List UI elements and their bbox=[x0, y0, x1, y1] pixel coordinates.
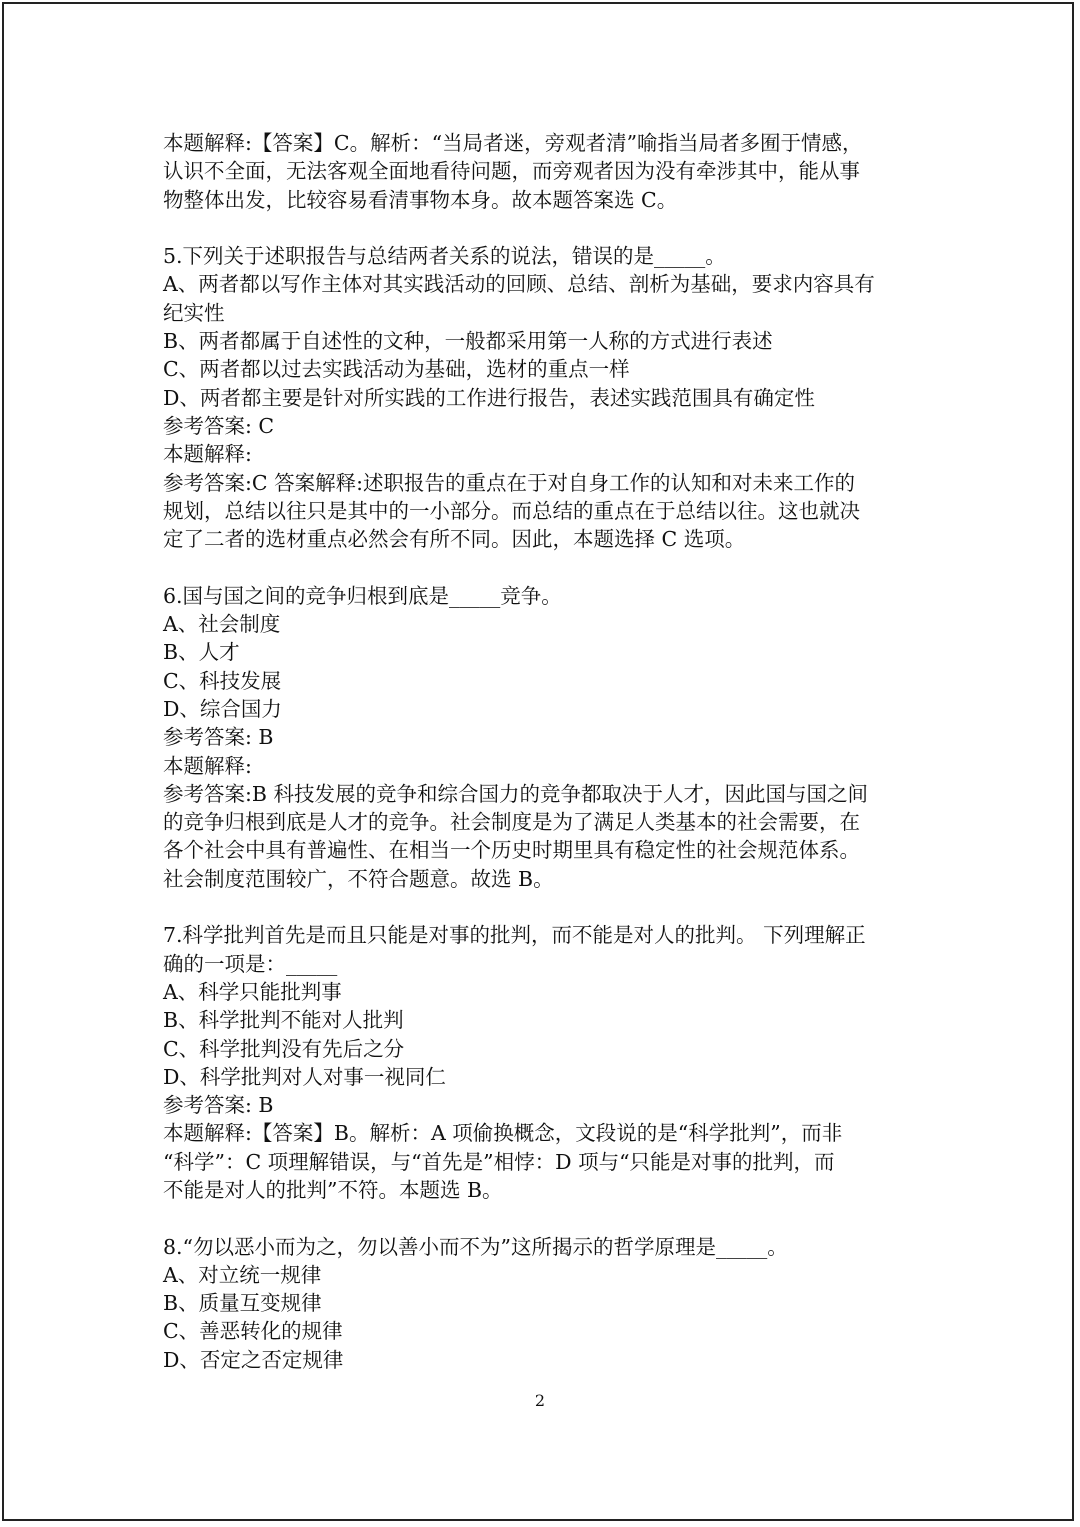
explanation-line: 参考答案:B 科技发展的竞争和综合国力的竞争都取决于人才，因此国与国之间 bbox=[163, 781, 868, 806]
explanation-line: 社会制度范围较广，不符合题意。故选 B。 bbox=[163, 866, 554, 891]
explanation-line: 定了二者的选材重点必然会有所不同。因此，本题选择 C 选项。 bbox=[163, 527, 746, 552]
explanation-line: 认识不全面，无法客观全面地看待问题，而旁观者因为没有牵涉其中，能从事 bbox=[163, 159, 860, 184]
explanation-line: 本题解释:【答案】B。解析：A 项偷换概念，文段说的是“科学批判”，而非 bbox=[163, 1121, 843, 1146]
explanation-line: 的竞争归根到底是人才的竞争。社会制度是为了满足人类基本的社会需要，在 bbox=[163, 810, 860, 835]
option-a: A、科学只能批判事 bbox=[163, 979, 342, 1004]
question-text: 7.科学批判首先是而且只能是对事的批判，而不能是对人的批判。 下列理解正 bbox=[163, 923, 866, 948]
option-c: C、科技发展 bbox=[163, 668, 282, 693]
explanation-line: 不能是对人的批判”不符。本题选 B。 bbox=[163, 1177, 503, 1202]
option-d: D、科学批判对人对事一视同仁 bbox=[163, 1064, 446, 1089]
explanation-line: 物整体出发，比较容易看清事物本身。故本题答案选 C。 bbox=[163, 187, 678, 212]
question-6 bbox=[163, 582, 921, 893]
spacer bbox=[163, 893, 921, 921]
explanation-line: 本题解释:【答案】C。解析：“当局者迷，旁观者清”喻指当局者多囿于情感， bbox=[163, 131, 863, 155]
explanation-line: 参考答案:C 答案解释:述职报告的重点在于对自身工作的认知和对未来工作的 bbox=[163, 470, 856, 495]
answer: 参考答案: B bbox=[163, 725, 274, 750]
answer: 参考答案: B bbox=[163, 1093, 274, 1118]
option-d: D、否定之否定规律 bbox=[163, 1347, 344, 1372]
option-b: B、两者都属于自述性的文种，一般都采用第一人称的方式进行表述 bbox=[163, 329, 773, 354]
option-a-continued: 纪实性 bbox=[163, 300, 225, 325]
explanation-label: 本题解释: bbox=[163, 442, 252, 467]
question-5 bbox=[163, 242, 921, 553]
question-7 bbox=[163, 921, 921, 1204]
explanation-label: 本题解释: bbox=[163, 753, 252, 778]
question-text: 5.下列关于述职报告与总结两者关系的说法，错误的是_____。 bbox=[163, 244, 726, 269]
document-body bbox=[163, 129, 921, 1374]
spacer bbox=[163, 553, 921, 581]
option-b: B、科学批判不能对人批判 bbox=[163, 1008, 404, 1033]
question-8 bbox=[163, 1233, 921, 1374]
q4-explanation bbox=[163, 129, 921, 214]
option-a: A、对立统一规律 bbox=[163, 1262, 322, 1287]
explanation-line: 规划，总结以往只是其中的一小部分。而总结的重点在于总结以往。这也就决 bbox=[163, 498, 860, 523]
option-a: A、社会制度 bbox=[163, 612, 281, 637]
option-d: D、两者都主要是针对所实践的工作进行报告，表述实践范围具有确定性 bbox=[163, 385, 815, 410]
option-c: C、两者都以过去实践活动为基础，选材的重点一样 bbox=[163, 357, 630, 382]
option-a: A、两者都以写作主体对其实践活动的回顾、总结、剖析为基础，要求内容具有 bbox=[163, 272, 875, 297]
option-b: B、人才 bbox=[163, 640, 240, 665]
spacer bbox=[163, 214, 921, 242]
option-c: C、善恶转化的规律 bbox=[163, 1319, 343, 1344]
answer: 参考答案: C bbox=[163, 413, 275, 438]
option-c: C、科学批判没有先后之分 bbox=[163, 1036, 405, 1061]
option-b: B、质量互变规律 bbox=[163, 1291, 322, 1316]
page-number: 2 bbox=[534, 1391, 546, 1410]
option-d: D、综合国力 bbox=[163, 696, 282, 721]
spacer bbox=[163, 1204, 921, 1232]
question-text: 6.国与国之间的竞争归根到底是_____竞争。 bbox=[163, 583, 562, 608]
explanation-line: 各个社会中具有普遍性、在相当一个历史时期里具有稳定性的社会规范体系。 bbox=[163, 838, 860, 863]
question-text: 8.“勿以恶小而为之，勿以善小而不为”这所揭示的哲学原理是_____。 bbox=[163, 1234, 788, 1259]
question-text-continued: 确的一项是：_____ bbox=[163, 951, 338, 976]
explanation-line: “科学”：C 项理解错误，与“首先是”相悖：D 项与“只能是对事的批判，而 bbox=[163, 1149, 835, 1174]
